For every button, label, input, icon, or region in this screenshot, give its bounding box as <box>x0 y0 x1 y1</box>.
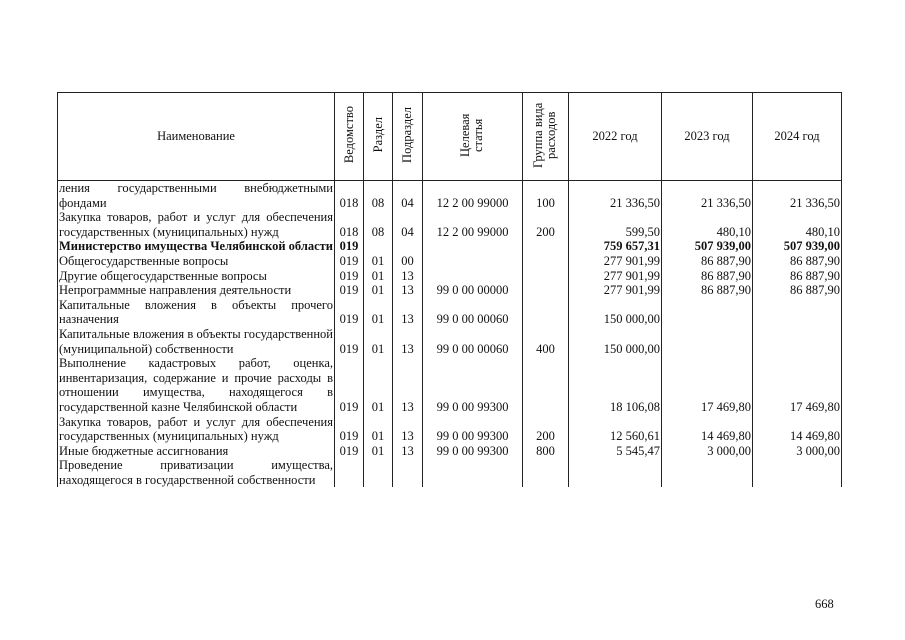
row-vedomstvo: 018 <box>335 181 364 211</box>
row-podrazdel: 13 <box>393 444 423 459</box>
row-value-2024: 480,10 <box>753 210 842 239</box>
row-vedomstvo: 019 <box>335 269 364 284</box>
row-tselevaya-statya: 99 0 00 00060 <box>423 298 523 327</box>
row-podrazdel: 13 <box>393 356 423 414</box>
row-value-2024 <box>753 327 842 356</box>
header-vedomstvo: Ведомство <box>335 93 364 181</box>
row-podrazdel <box>393 239 423 254</box>
table-row <box>58 327 842 356</box>
row-podrazdel: 00 <box>393 254 423 269</box>
row-gruppa-vida-raskhodov <box>523 283 569 298</box>
table-row <box>58 283 842 298</box>
row-value-2024: 86 887,90 <box>753 269 842 284</box>
row-value-2022: 150 000,00 <box>569 327 662 356</box>
row-value-2022: 277 901,99 <box>569 283 662 298</box>
row-value-2022: 277 901,99 <box>569 269 662 284</box>
row-value-2022 <box>569 458 662 487</box>
table-row <box>58 356 842 414</box>
row-value-2022: 5 545,47 <box>569 444 662 459</box>
table-row <box>58 415 842 444</box>
row-name: Другие общегосударственные вопросы <box>58 269 335 284</box>
row-gruppa-vida-raskhodov <box>523 298 569 327</box>
row-value-2023: 86 887,90 <box>662 269 753 284</box>
header-razdel: Раздел <box>364 93 393 181</box>
row-name: Иные бюджетные ассигнования <box>58 444 335 459</box>
row-vedomstvo <box>335 458 364 487</box>
row-value-2024: 507 939,00 <box>753 239 842 254</box>
row-tselevaya-statya: 12 2 00 99000 <box>423 181 523 211</box>
row-vedomstvo: 019 <box>335 239 364 254</box>
row-value-2023: 21 336,50 <box>662 181 753 211</box>
row-tselevaya-statya: 99 0 00 99300 <box>423 444 523 459</box>
row-tselevaya-statya: 99 0 00 99300 <box>423 356 523 414</box>
row-name: Закупка товаров, работ и услуг для обеспечения государственных (муниципальных) нужд <box>59 414 333 444</box>
row-gruppa-vida-raskhodov <box>523 239 569 254</box>
page-number: 668 <box>815 597 834 611</box>
header-tselevaya-statya: Целевая статья <box>423 93 523 181</box>
row-podrazdel: 13 <box>393 415 423 444</box>
row-value-2022: 599,50 <box>569 210 662 239</box>
row-vedomstvo: 019 <box>335 298 364 327</box>
row-razdel: 01 <box>364 356 393 414</box>
row-vedomstvo: 018 <box>335 210 364 239</box>
budget-table <box>57 92 842 487</box>
row-razdel <box>364 239 393 254</box>
table-row <box>58 269 842 284</box>
row-gruppa-vida-raskhodov: 200 <box>523 210 569 239</box>
row-vedomstvo: 019 <box>335 254 364 269</box>
row-gruppa-vida-raskhodov: 800 <box>523 444 569 459</box>
row-value-2023 <box>662 458 753 487</box>
row-gruppa-vida-raskhodov <box>523 356 569 414</box>
row-value-2022: 277 901,99 <box>569 254 662 269</box>
row-gruppa-vida-raskhodov: 400 <box>523 327 569 356</box>
row-name: Капитальные вложения в объекты государственной (муниципальной) собственности <box>59 326 333 356</box>
row-value-2022: 18 106,08 <box>569 356 662 414</box>
header-row <box>58 93 842 181</box>
header-2022: 2022 год <box>569 93 662 181</box>
row-tselevaya-statya: 12 2 00 99000 <box>423 210 523 239</box>
row-podrazdel: 13 <box>393 269 423 284</box>
row-gruppa-vida-raskhodov <box>523 269 569 284</box>
table-body <box>58 181 842 488</box>
row-value-2022: 150 000,00 <box>569 298 662 327</box>
row-value-2024: 17 469,80 <box>753 356 842 414</box>
table-row <box>58 298 842 327</box>
table-row <box>58 254 842 269</box>
table-row <box>58 458 842 487</box>
row-tselevaya-statya: 99 0 00 00060 <box>423 327 523 356</box>
row-name: Непрограммные направления деятельности <box>58 283 335 298</box>
row-name: Закупка товаров, работ и услуг для обеспечения государственных (муниципальных) нужд <box>59 210 333 239</box>
row-name: Выполнение кадастровых работ, оценка, инвентаризация, содержание и прочие расходы в отношении имущества, находящегося в государственной казне Челябинской области <box>59 356 333 414</box>
row-gruppa-vida-raskhodov <box>523 254 569 269</box>
row-podrazdel: 13 <box>393 283 423 298</box>
row-razdel: 01 <box>364 254 393 269</box>
row-razdel: 01 <box>364 298 393 327</box>
header-2023: 2023 год <box>662 93 753 181</box>
row-name: Общегосударственные вопросы <box>58 254 335 269</box>
row-value-2023: 17 469,80 <box>662 356 753 414</box>
row-razdel: 08 <box>364 181 393 211</box>
row-vedomstvo: 019 <box>335 327 364 356</box>
row-name: Капитальные вложения в объекты прочего назначения <box>59 297 333 327</box>
row-podrazdel: 13 <box>393 298 423 327</box>
row-value-2024: 3 000,00 <box>753 444 842 459</box>
row-gruppa-vida-raskhodov: 100 <box>523 181 569 211</box>
row-value-2024: 14 469,80 <box>753 415 842 444</box>
row-vedomstvo: 019 <box>335 283 364 298</box>
row-tselevaya-statya <box>423 269 523 284</box>
row-tselevaya-statya: 99 0 00 00000 <box>423 283 523 298</box>
row-value-2022: 21 336,50 <box>569 181 662 211</box>
row-razdel: 01 <box>364 444 393 459</box>
row-value-2023: 507 939,00 <box>662 239 753 254</box>
row-podrazdel: 13 <box>393 327 423 356</box>
row-vedomstvo: 019 <box>335 415 364 444</box>
row-razdel: 01 <box>364 283 393 298</box>
row-value-2022: 759 657,31 <box>569 239 662 254</box>
row-value-2023: 86 887,90 <box>662 283 753 298</box>
row-value-2024 <box>753 298 842 327</box>
row-value-2024: 86 887,90 <box>753 254 842 269</box>
header-name: Наименование <box>58 93 335 181</box>
row-razdel: 01 <box>364 415 393 444</box>
table-row <box>58 444 842 459</box>
row-podrazdel: 04 <box>393 210 423 239</box>
row-value-2023: 14 469,80 <box>662 415 753 444</box>
row-podrazdel <box>393 458 423 487</box>
row-name: Министерство имущества Челябинской области <box>59 239 334 254</box>
table-row <box>58 239 842 254</box>
row-razdel: 08 <box>364 210 393 239</box>
table-row <box>58 210 842 239</box>
header-gruppa-vida-raskhodov: Группа вида расходов <box>523 93 569 181</box>
row-gruppa-vida-raskhodov: 200 <box>523 415 569 444</box>
row-value-2023 <box>662 298 753 327</box>
row-tselevaya-statya <box>423 239 523 254</box>
row-razdel: 01 <box>364 269 393 284</box>
row-name: ления государственными внебюджетными фондами <box>59 181 333 210</box>
header-podrazdel: Подраздел <box>393 93 423 181</box>
row-gruppa-vida-raskhodov <box>523 458 569 487</box>
row-value-2022: 12 560,61 <box>569 415 662 444</box>
row-razdel: 01 <box>364 327 393 356</box>
row-vedomstvo: 019 <box>335 356 364 414</box>
row-vedomstvo: 019 <box>335 444 364 459</box>
row-value-2023: 86 887,90 <box>662 254 753 269</box>
table-row <box>58 181 842 211</box>
row-value-2024: 21 336,50 <box>753 181 842 211</box>
row-podrazdel: 04 <box>393 181 423 211</box>
row-name: Проведение приватизации имущества, находящегося в государственной собственности <box>59 458 333 487</box>
row-razdel <box>364 458 393 487</box>
row-value-2024 <box>753 458 842 487</box>
row-tselevaya-statya <box>423 254 523 269</box>
row-value-2023 <box>662 327 753 356</box>
row-value-2024: 86 887,90 <box>753 283 842 298</box>
row-value-2023: 480,10 <box>662 210 753 239</box>
row-value-2023: 3 000,00 <box>662 444 753 459</box>
row-tselevaya-statya <box>423 458 523 487</box>
header-2024: 2024 год <box>753 93 842 181</box>
row-tselevaya-statya: 99 0 00 99300 <box>423 415 523 444</box>
